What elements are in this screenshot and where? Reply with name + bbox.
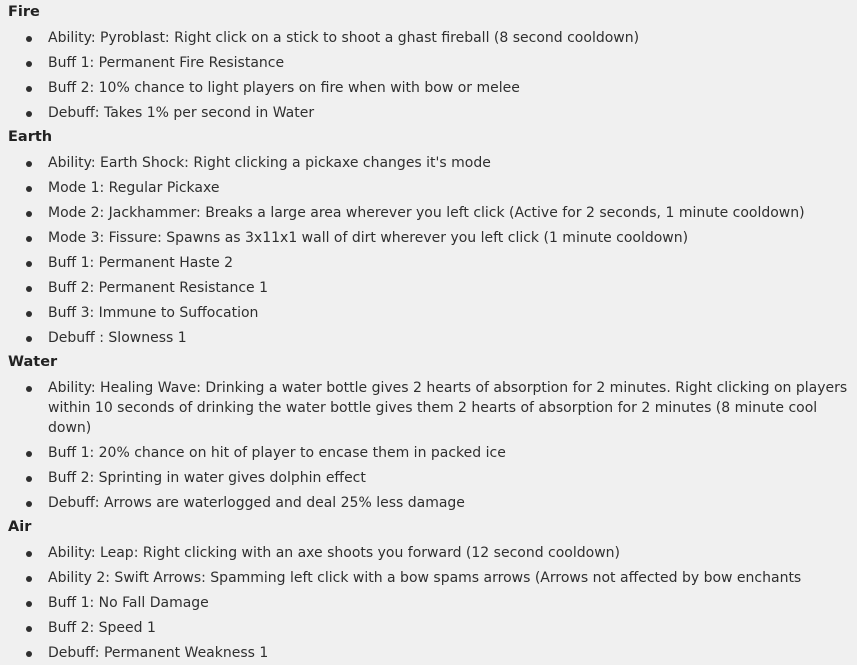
section-fire <box>8 0 857 125</box>
list-item: Buff 2: Sprinting in water gives dolphin effect <box>48 465 857 490</box>
list-item: Ability: Healing Wave: Drinking a water bottle gives 2 hearts of absorption for 2 minutes. Right clicking on players within 10 seconds of drinking the water bottle gives them 2 hearts of absorption for 2 minutes (8 minute cool down) <box>48 375 857 440</box>
section-title: Fire <box>8 4 40 20</box>
list-item: Mode 1: Regular Pickaxe <box>48 175 857 200</box>
list-item: Buff 1: 20% chance on hit of player to encase them in packed ice <box>48 440 857 465</box>
section-list <box>8 540 857 665</box>
section-list <box>8 150 857 350</box>
list-item: Buff 2: Permanent Resistance 1 <box>48 275 857 300</box>
list-item: Buff 1: Permanent Fire Resistance <box>48 50 857 75</box>
list-item: Ability: Earth Shock: Right clicking a pickaxe changes it's mode <box>48 150 857 175</box>
section-title: Water <box>8 354 58 370</box>
list-item: Ability: Pyroblast: Right click on a stick to shoot a ghast fireball (8 second cooldown) <box>48 25 857 50</box>
section-list <box>8 25 857 125</box>
list-item: Mode 3: Fissure: Spawns as 3x11x1 wall of dirt wherever you left click (1 minute cooldown) <box>48 225 857 250</box>
section-water <box>8 350 857 515</box>
list-item: Buff 1: Permanent Haste 2 <box>48 250 857 275</box>
section-list <box>8 375 857 515</box>
list-item: Debuff : Slowness 1 <box>48 325 857 350</box>
section-earth <box>8 125 857 350</box>
list-item: Debuff: Permanent Weakness 1 <box>48 640 857 665</box>
list-item: Ability 2: Swift Arrows: Spamming left click with a bow spams arrows (Arrows not affected by bow enchants <box>48 565 857 590</box>
list-item: Ability: Leap: Right clicking with an axe shoots you forward (12 second cooldown) <box>48 540 857 565</box>
section-air <box>8 515 857 665</box>
list-item: Debuff: Arrows are waterlogged and deal 25% less damage <box>48 490 857 515</box>
section-title: Air <box>8 519 32 535</box>
list-item: Buff 1: No Fall Damage <box>48 590 857 615</box>
section-title: Earth <box>8 129 53 145</box>
list-item: Buff 2: 10% chance to light players on fire when with bow or melee <box>48 75 857 100</box>
list-item: Mode 2: Jackhammer: Breaks a large area wherever you left click (Active for 2 seconds, 1 minute cooldown) <box>48 200 857 225</box>
list-item: Buff 3: Immune to Suffocation <box>48 300 857 325</box>
list-item: Buff 2: Speed 1 <box>48 615 857 640</box>
list-item: Debuff: Takes 1% per second in Water <box>48 100 857 125</box>
